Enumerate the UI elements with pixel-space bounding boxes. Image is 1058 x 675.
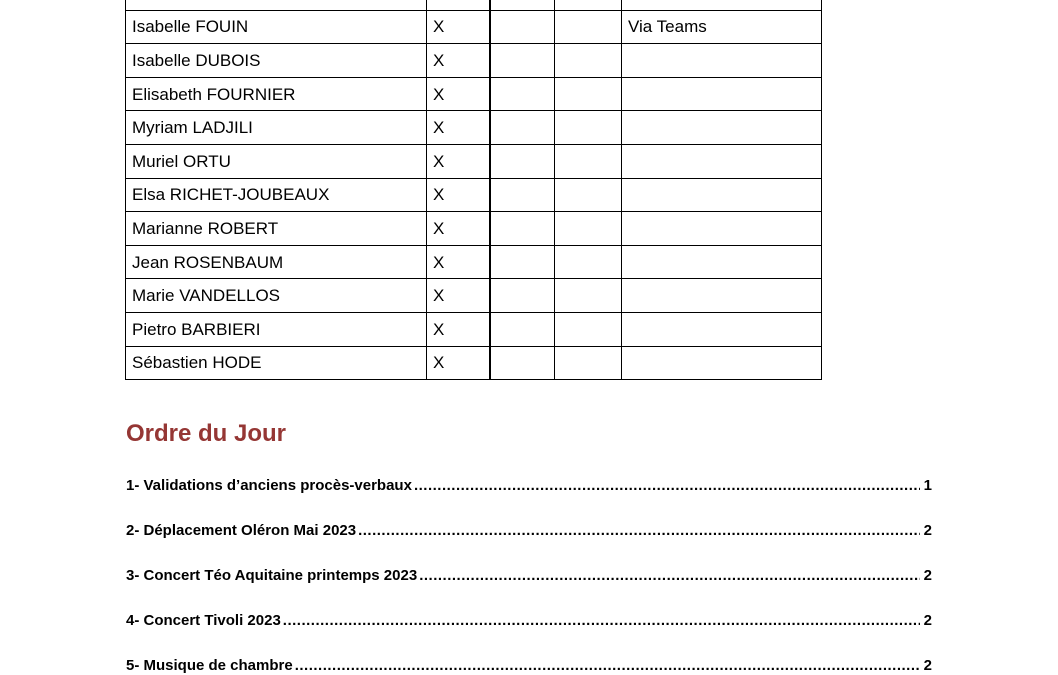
attendance-row [126,346,822,380]
attendance-row [126,144,822,178]
present-mark-cell: X [427,144,491,178]
attendee-name-cell: Jean ROSENBAUM [126,245,427,279]
agenda-entry-label: 3- Concert Téo Aquitaine printemps 2023 [126,567,418,584]
excused-mark-cell [490,312,555,346]
agenda-entry-label: 4- Concert Tivoli 2023 [126,612,281,629]
dot-leader [419,564,920,588]
dot-leader [283,609,920,633]
remark-cell [622,111,822,145]
dot-leader [414,474,920,498]
agenda-entry[interactable] [126,654,932,675]
present-mark-cell: X [427,10,491,44]
attendee-name-cell: Muriel ORTU [126,144,427,178]
absent-mark-cell [555,178,622,212]
attendee-name-cell [126,0,427,10]
excused-mark-cell [490,178,555,212]
remark-cell [622,0,822,10]
absent-mark-cell [555,279,622,313]
attendee-name-cell: Pietro BARBIERI [126,312,427,346]
attendee-name-cell: Elsa RICHET-JOUBEAUX [126,178,427,212]
excused-mark-cell [490,44,555,78]
present-mark-cell: X [427,346,491,380]
attendance-row [126,279,822,313]
absent-mark-cell [555,312,622,346]
remark-cell [622,312,822,346]
absent-mark-cell [555,111,622,145]
absent-mark-cell [555,0,622,10]
agenda-entry-page-number: 2 [923,522,932,539]
remark-cell [622,77,822,111]
present-mark-cell: X [427,111,491,145]
present-mark-cell [427,0,491,10]
present-mark-cell: X [427,279,491,313]
attendance-row [126,178,822,212]
attendance-row [126,77,822,111]
agenda-entry-label: 2- Déplacement Oléron Mai 2023 [126,522,357,539]
present-mark-cell: X [427,44,491,78]
remark-cell [622,346,822,380]
dot-leader [295,654,920,675]
agenda-entry[interactable] [126,609,932,654]
remark-cell [622,279,822,313]
excused-mark-cell [490,212,555,246]
excused-mark-cell [490,0,555,10]
agenda-title: Ordre du Jour [126,420,287,447]
absent-mark-cell [555,212,622,246]
excused-mark-cell [490,111,555,145]
absent-mark-cell [555,10,622,44]
agenda-entry-label: 1- Validations d’anciens procès-verbaux [126,477,412,494]
excused-mark-cell [490,245,555,279]
present-mark-cell: X [427,312,491,346]
attendee-name-cell: Elisabeth FOURNIER [126,77,427,111]
attendee-name-cell: Sébastien HODE [126,346,427,380]
attendance-row [126,0,822,10]
remark-cell: Via Teams [622,10,822,44]
agenda-entry-label: 5- Musique de chambre [126,657,293,674]
absent-mark-cell [555,346,622,380]
agenda-entry-page-number: 2 [923,657,932,674]
attendance-row [126,111,822,145]
present-mark-cell: X [427,77,491,111]
agenda-entry[interactable] [126,519,932,564]
attendance-row [126,44,822,78]
attendee-name-cell: Myriam LADJILI [126,111,427,145]
attendee-name-cell: Marianne ROBERT [126,212,427,246]
agenda-entry-page-number: 2 [923,612,932,629]
attendance-row [126,212,822,246]
absent-mark-cell [555,77,622,111]
agenda-entry-page-number: 1 [923,477,932,494]
present-mark-cell: X [427,212,491,246]
attendance-table [125,0,822,380]
attendee-name-cell: Isabelle DUBOIS [126,44,427,78]
remark-cell [622,178,822,212]
excused-mark-cell [490,144,555,178]
agenda-entry-page-number: 2 [923,567,932,584]
remark-cell [622,245,822,279]
absent-mark-cell [555,44,622,78]
absent-mark-cell [555,245,622,279]
dot-leader [358,519,920,543]
remark-cell [622,212,822,246]
remark-cell [622,144,822,178]
excused-mark-cell [490,77,555,111]
attendance-table-body [126,0,822,380]
agenda-entry[interactable] [126,564,932,609]
agenda-entry[interactable] [126,474,932,519]
excused-mark-cell [490,279,555,313]
excused-mark-cell [490,10,555,44]
remark-cell [622,44,822,78]
present-mark-cell: X [427,245,491,279]
excused-mark-cell [490,346,555,380]
attendee-name-cell: Marie VANDELLOS [126,279,427,313]
attendance-row [126,245,822,279]
attendee-name-cell: Isabelle FOUIN [126,10,427,44]
attendance-row [126,312,822,346]
attendance-row [126,10,822,44]
absent-mark-cell [555,144,622,178]
present-mark-cell: X [427,178,491,212]
agenda-toc [126,474,932,675]
